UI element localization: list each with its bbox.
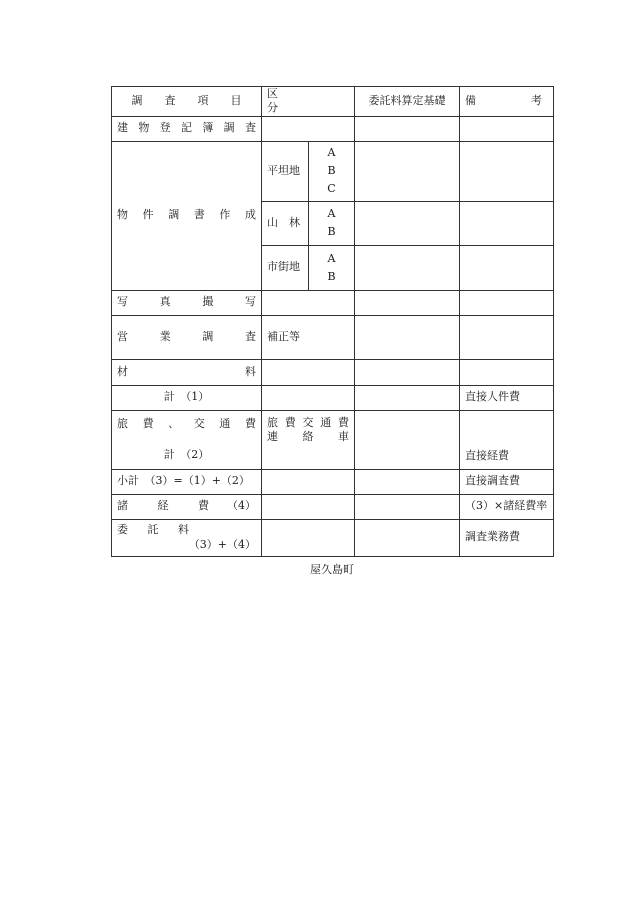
property-record-label: 物件調書作成	[112, 141, 262, 290]
header-item: 調 査 項 目	[112, 87, 262, 117]
expense-rate-label: （3）×諸経費率	[460, 494, 554, 519]
expenses-cell	[112, 494, 262, 519]
photo-label: 写真撮写	[112, 290, 262, 315]
cell-empty	[262, 469, 355, 494]
direct-labor-cost-label: 直接人件費	[460, 385, 554, 410]
cell-empty	[262, 385, 355, 410]
cell-empty	[262, 519, 355, 556]
cell-empty	[355, 385, 460, 410]
municipality-name: 屋久島町	[310, 563, 354, 576]
header-remarks: 備 考	[460, 87, 554, 117]
cell-empty	[355, 410, 460, 469]
travel-division-cell	[262, 410, 355, 469]
cell-empty	[460, 290, 554, 315]
fee-cell	[112, 519, 262, 556]
travel-cell	[112, 410, 262, 469]
cell-empty	[355, 359, 460, 385]
cell-empty	[262, 290, 355, 315]
urban-area-label: 市街地	[262, 245, 309, 290]
header-division: 区 分	[262, 87, 355, 117]
travel-label: 旅費、交通費	[117, 416, 256, 430]
cell-empty	[262, 116, 355, 141]
cell-empty	[460, 245, 554, 290]
grade-label: B	[327, 164, 336, 178]
cell-empty	[355, 290, 460, 315]
table-row	[112, 116, 554, 141]
subtotal-2-label: 計 （2）	[163, 448, 210, 462]
table-row	[112, 141, 554, 201]
fee-label: 委託料	[117, 523, 189, 537]
fee-number: （3）+（4）	[188, 537, 256, 551]
business-survey-label: 営業調査	[112, 315, 262, 359]
direct-survey-cost-label: 直接調査費	[460, 469, 554, 494]
survey-work-cost-label: 調査業務費	[460, 519, 554, 556]
survey-fee-table-wrapper	[111, 86, 554, 557]
cell-empty	[262, 494, 355, 519]
header-basis: 委託料算定基礎	[355, 87, 460, 117]
direct-expense-label: 直接経費	[460, 410, 554, 469]
mountain-forest-label: 山 林	[262, 201, 309, 245]
cell-empty	[262, 359, 355, 385]
grade-label: B	[327, 225, 336, 239]
flat-land-label: 平坦地	[262, 141, 309, 201]
cell-empty	[355, 469, 460, 494]
cell-empty	[355, 201, 460, 245]
cell-empty	[355, 116, 460, 141]
header-row	[112, 87, 554, 117]
expenses-number: （4）	[227, 499, 256, 513]
cell-empty	[460, 116, 554, 141]
cell-empty	[460, 315, 554, 359]
cell-empty	[460, 201, 554, 245]
subtotal-3-label: 小計 （3）=（1）+（2）	[112, 469, 262, 494]
grade-label: B	[327, 269, 336, 283]
table-row	[112, 315, 554, 359]
table-row	[112, 385, 554, 410]
cell-empty	[355, 141, 460, 201]
table-row	[112, 359, 554, 385]
business-correction-label: 補正等	[262, 315, 355, 359]
cell-empty	[355, 494, 460, 519]
building-survey-label: 建物登記簿調査	[112, 116, 262, 141]
cell-empty	[355, 245, 460, 290]
expenses-label: 諸経費	[117, 499, 209, 513]
grade-label: A	[327, 251, 336, 265]
table-row	[112, 290, 554, 315]
table-row	[112, 469, 554, 494]
grade-label: A	[327, 207, 336, 221]
table-row	[112, 519, 554, 556]
cell-empty	[460, 359, 554, 385]
subtotal-1-label: 計 （1）	[112, 385, 262, 410]
material-label: 材料	[112, 359, 262, 385]
survey-fee-table	[111, 86, 554, 557]
cell-empty	[355, 315, 460, 359]
table-row	[112, 494, 554, 519]
grade-label: C	[327, 182, 336, 196]
table-row	[112, 410, 554, 469]
flat-land-grades	[309, 141, 355, 201]
mountain-forest-grades	[309, 201, 355, 245]
grade-label: A	[327, 146, 336, 160]
cell-empty	[460, 141, 554, 201]
cell-empty	[355, 519, 460, 556]
urban-area-grades	[309, 245, 355, 290]
liaison-vehicle-label: 連絡車	[267, 429, 349, 443]
travel-expense-label: 旅費交通費	[267, 415, 349, 429]
